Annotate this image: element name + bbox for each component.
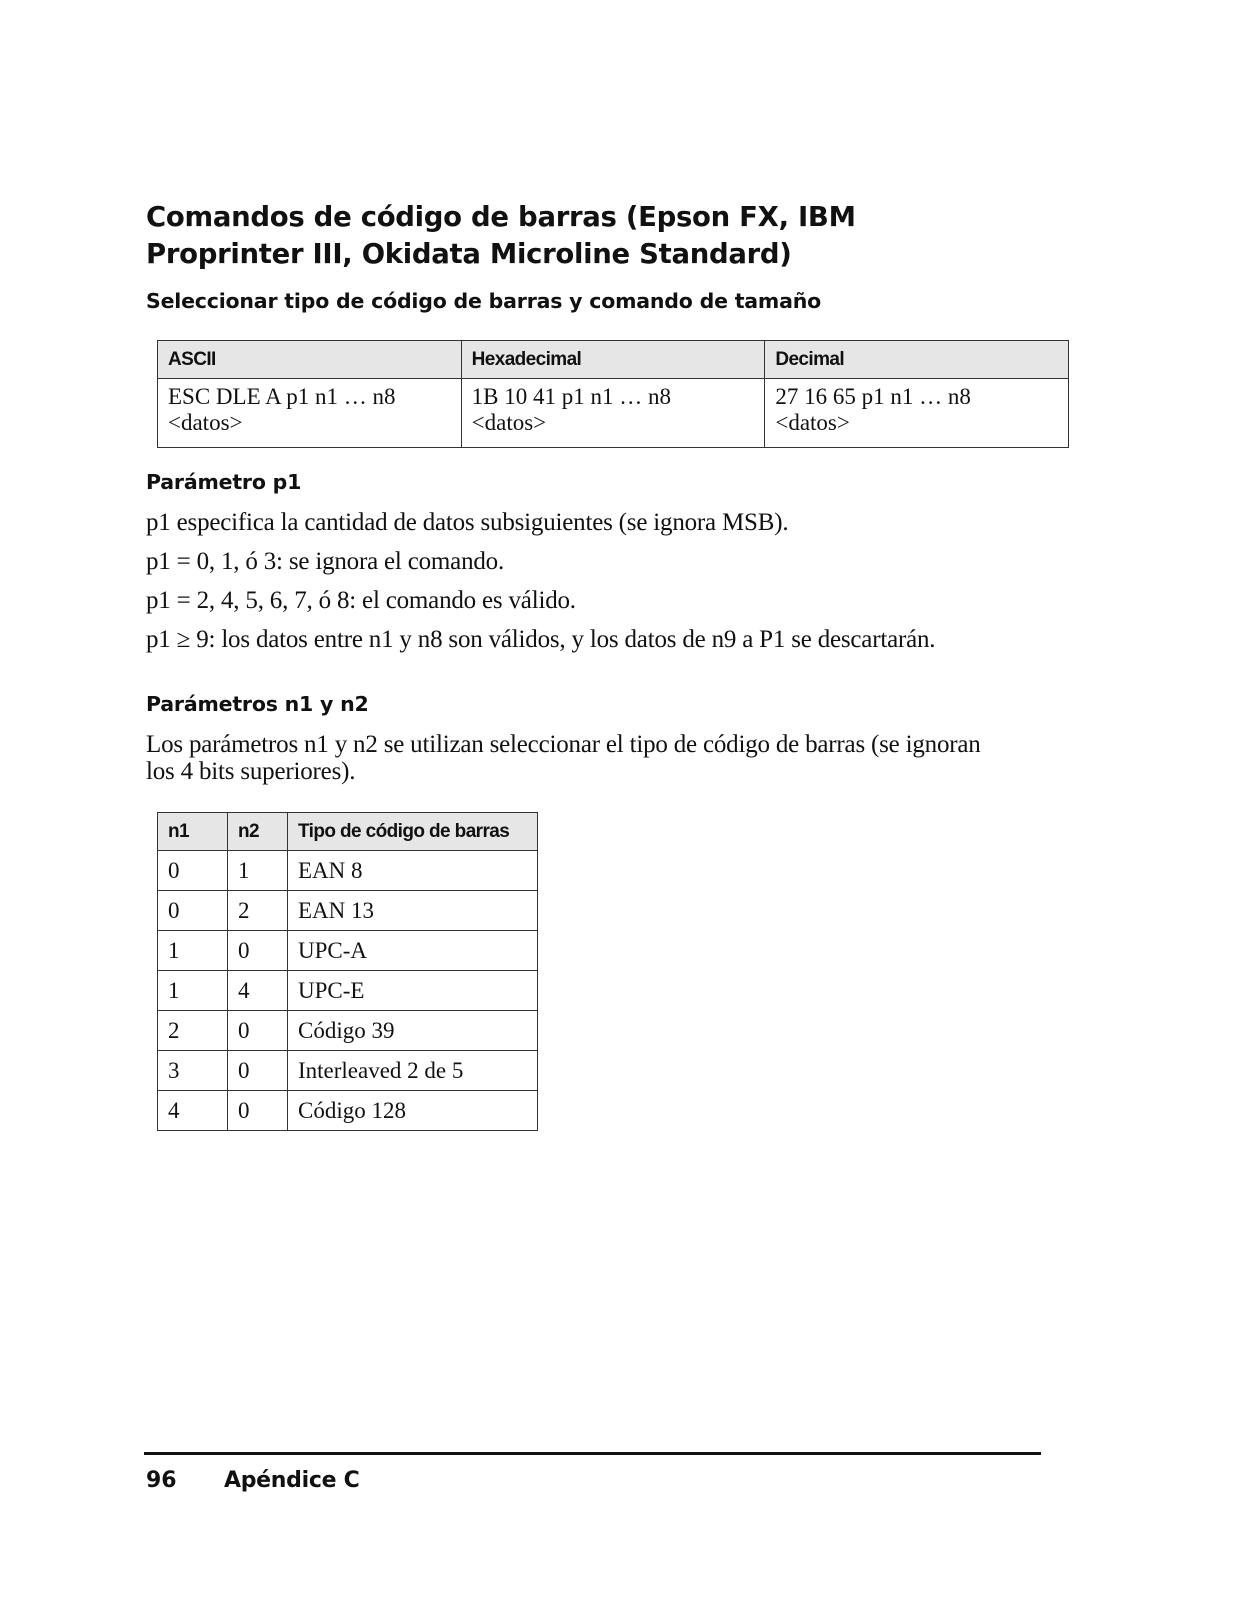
section-subtitle: Seleccionar tipo de código de barras y comando de tamaño (146, 289, 822, 313)
command-table-header-row (158, 341, 1069, 379)
cell-ascii (158, 379, 462, 448)
cell-barcode-type: UPC-E (288, 971, 538, 1011)
cell-n2: 1 (228, 851, 288, 891)
table-row (158, 971, 538, 1011)
cell-decimal (765, 379, 1069, 448)
cell-n2: 2 (228, 891, 288, 931)
cell-barcode-type: UPC-A (288, 931, 538, 971)
cell-dec-line-2: <datos> (775, 410, 850, 435)
param-p1-line-3: p1 = 2, 4, 5, 6, 7, ó 8: el comando es válido. (146, 587, 576, 614)
cell-n1: 2 (158, 1011, 228, 1051)
cell-n1: 4 (158, 1091, 228, 1131)
cell-n1: 0 (158, 891, 228, 931)
cell-n2: 0 (228, 931, 288, 971)
table-row (158, 1011, 538, 1051)
table-row (158, 891, 538, 931)
param-p1-line-1: p1 especifica la cantidad de datos subsiguientes (se ignora MSB). (146, 509, 789, 536)
cell-barcode-type: EAN 8 (288, 851, 538, 891)
cell-n1: 1 (158, 971, 228, 1011)
param-n1n2-line-2: los 4 bits superiores). (146, 758, 356, 785)
cell-hexadecimal (461, 379, 765, 448)
table-row (158, 1091, 538, 1131)
cell-n2: 0 (228, 1051, 288, 1091)
cell-barcode-type: Código 39 (288, 1011, 538, 1051)
header-hexadecimal: Hexadecimal (461, 341, 765, 379)
cell-hex-line-2: <datos> (471, 410, 547, 435)
param-n1n2-heading: Parámetros n1 y n2 (146, 692, 369, 716)
cell-n2: 0 (228, 1091, 288, 1131)
cell-ascii-line-1: ESC DLE A p1 n1 … n8 (168, 384, 396, 409)
param-p1-heading: Parámetro p1 (146, 470, 302, 494)
page-title (146, 199, 1046, 273)
param-p1-line-4: p1 ≥ 9: los datos entre n1 y n8 son válidos, y los datos de n9 a P1 se descartarán. (146, 626, 936, 653)
cell-n2: 4 (228, 971, 288, 1011)
param-n1n2-line-1: Los parámetros n1 y n2 se utilizan seleccionar el tipo de código de barras (se ignoran (146, 731, 981, 758)
cell-n1: 1 (158, 931, 228, 971)
table-row (158, 1051, 538, 1091)
cell-ascii-line-2: <datos> (168, 410, 243, 435)
header-n2: n2 (228, 813, 288, 851)
header-decimal: Decimal (765, 341, 1069, 379)
command-table (157, 340, 1069, 448)
table-row (158, 931, 538, 971)
command-table-row (158, 379, 1069, 448)
cell-hex-line-1: 1B 10 41 p1 n1 … n8 (471, 384, 671, 409)
header-barcode-type: Tipo de código de barras (288, 813, 538, 851)
cell-n2: 0 (228, 1011, 288, 1051)
barcode-type-table (157, 812, 538, 1131)
cell-dec-line-1: 27 16 65 p1 n1 … n8 (775, 384, 971, 409)
header-n1: n1 (158, 813, 228, 851)
cell-barcode-type: Interleaved 2 de 5 (288, 1051, 538, 1091)
barcode-table-header-row (158, 813, 538, 851)
table-row (158, 851, 538, 891)
param-p1-line-2: p1 = 0, 1, ó 3: se ignora el comando. (146, 548, 505, 575)
page-title-line-1: Comandos de código de barras (Epson FX, IBM (146, 201, 856, 233)
cell-n1: 3 (158, 1051, 228, 1091)
footer-section-title: Apéndice C (224, 1468, 360, 1493)
cell-barcode-type: EAN 13 (288, 891, 538, 931)
page-number: 96 (146, 1468, 177, 1493)
footer-divider (144, 1452, 1041, 1455)
cell-n1: 0 (158, 851, 228, 891)
header-ascii: ASCII (158, 341, 462, 379)
page-title-line-2: Proprinter III, Okidata Microline Standard) (146, 238, 792, 270)
cell-barcode-type: Código 128 (288, 1091, 538, 1131)
